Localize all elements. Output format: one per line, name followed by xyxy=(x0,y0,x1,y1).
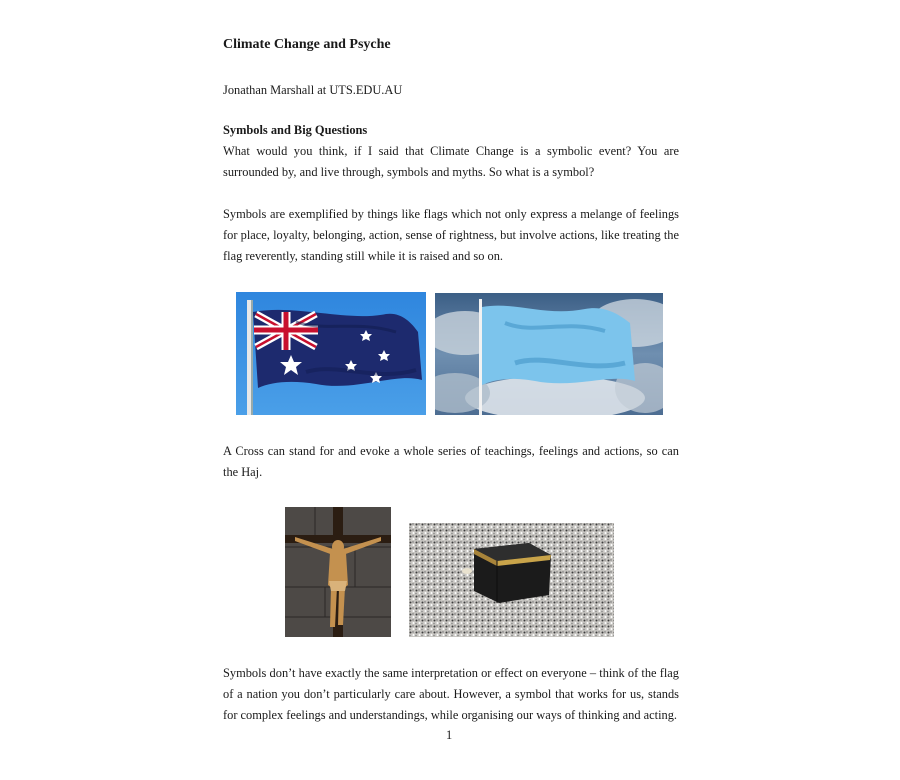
page-number: 1 xyxy=(446,728,453,742)
paragraph-2: Symbols are exemplified by things like flags which not only express a melange of feelings for place, loyalty, belonging, action, sense of rightness, but involve actions, like treating the flag reverently, standing still while it is raised and so on. xyxy=(223,207,679,263)
paragraph-4: Symbols don’t have exactly the same interpretation or effect on everyone – think of the flag of a nation you don’t particularly care about. However, a symbol that works for us, stands for complex feelings and understandings, while organising our ways of thinking and acting. xyxy=(223,666,679,722)
paragraph-1: What would you think, if I said that Climate Change is a symbolic event? You are surrounded by, and live through, symbols and myths. So what is a symbol? xyxy=(223,144,679,179)
document-title: Climate Change and Psyche xyxy=(223,37,391,52)
author-line: Jonathan Marshall at UTS.EDU.AU xyxy=(223,83,403,97)
crucifix-photo xyxy=(285,507,391,637)
kaaba-crowd-photo xyxy=(409,523,614,637)
light-blue-flag-sky-photo xyxy=(435,293,663,415)
section-heading: Symbols and Big Questions xyxy=(223,123,368,137)
australian-flag-photo xyxy=(236,292,426,415)
paragraph-3: A Cross can stand for and evoke a whole series of teachings, feelings and actions, so can the Haj. xyxy=(223,444,679,479)
